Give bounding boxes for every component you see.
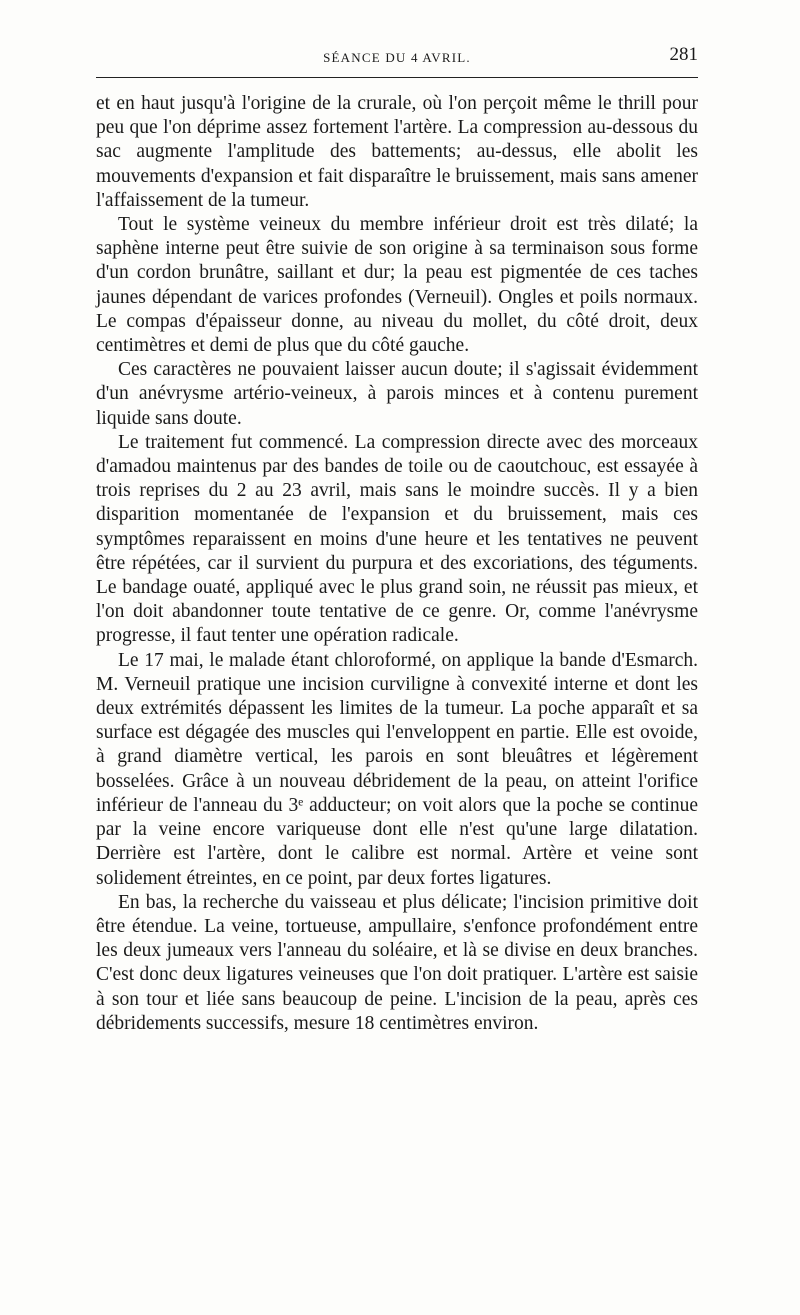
paragraph-operation: Le 17 mai, le malade étant chloroformé, on applique la bande d'Esmarch. M. Verneuil pratique une incision curviligne à convexité interne et dont les deux extrémités dépassent les limites de la tumeur. La poche apparaît et sa surface est dégagée des muscles qui l'enveloppent en partie. Elle est ovoide, à grand diamètre vertical, les parois en sont bleuâtres et légèrement bosselées. Grâce à un nouveau débridement de la peau, on atteint l'orifice inférieur de l'anneau du 3ᵉ adducteur; on voit alors que la poche se continue par la veine encore variqueuse dont elle n'est qu'une large dilatation. Derrière est l'artère, dont le calibre est normal. Artère et veine sont solidement étreintes, en ce point, par deux fortes ligatures. xyxy=(96,649,698,889)
paragraph-lower-ligatures: En bas, la recherche du vaisseau et plus délicate; l'incision primitive doit être étendue. La veine, tortueuse, ampullaire, s'enfonce profondément entre les deux jumeaux vers l'anneau du soléaire, et là se divise en deux branches. C'est donc deux ligatures veineuses que l'on doit pratiquer. L'artère est saisie à son tour et liée sans beaucoup de peine. L'incision de la peau, après ces débridements successifs, mesure 18 centimètres environ. xyxy=(96,891,698,1034)
paragraph-venous-system: Tout le système veineux du membre inférieur droit est très dilaté; la saphène interne peut être suivie de son origine à sa terminaison sous forme d'un cordon brunâtre, saillant et dur; la peau est pigmentée de ces taches jaunes dépendant de varices profondes (Verneuil). Ongles et poils normaux. Le compas d'épaisseur donne, au niveau du mollet, du côté droit, deux centimètres et demi de plus que du côté gauche. xyxy=(96,214,698,357)
paragraph-treatment: Le traitement fut commencé. La compression directe avec des morceaux d'amadou maintenus par des bandes de toile ou de caoutchouc, est essayée à trois reprises du 2 au 23 avril, mais sans le moindre succès. Il y a bien disparition momentanée de l'expansion et du bruissement, mais ces symptômes reparaissent en moins d'une heure et les tentatives ne peuvent être répétées, car il survient du purpura et des excoriations, des téguments. Le bandage ouaté, appliqué avec le plus grand soin, ne réussit pas mieux, et l'on doit abandonner toute tentative de ce genre. Or, comme l'anévrysme progresse, il faut tenter une opération radicale. xyxy=(96,431,698,647)
body-text xyxy=(96,92,698,1036)
paragraph-diagnosis: Ces caractères ne pouvaient laisser aucun doute; il s'agissait évidemment d'un anévrysme artério-veineux, à parois minces et à contenu purement liquide sans doute. xyxy=(96,359,698,429)
header-rule xyxy=(96,77,698,78)
page-number: 281 xyxy=(669,44,698,65)
paragraph-continued: et en haut jusqu'à l'origine de la crurale, où l'on perçoit même le thrill pour peu que l'on déprime assez fortement l'artère. La compression au-dessous du sac augmente l'amplitude des battements; au-dessus, elle abolit les mouvements d'expansion et fait disparaître le bruissement, mais sans amener l'affaissement de la tumeur. xyxy=(96,93,698,211)
running-title: SÉANCE DU 4 AVRIL. xyxy=(323,50,471,65)
running-head xyxy=(96,44,698,70)
